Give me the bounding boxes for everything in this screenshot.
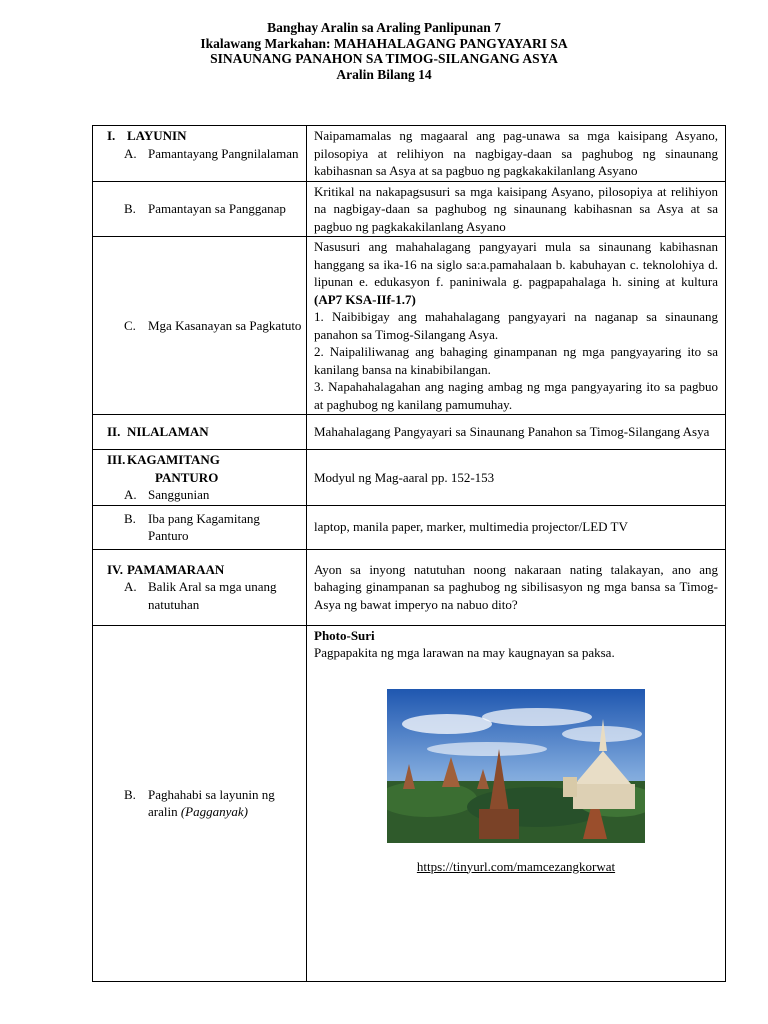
- sub-item-a: A. Sanggunian: [124, 487, 210, 502]
- image-source-link[interactable]: https://tinyurl.com/mamcezangkorwat: [416, 858, 616, 874]
- sub-item-label-italic: (Pagganyak): [180, 804, 248, 819]
- objective-item-1: 1. Naibibigay ang mahahalagang pangyayari na naganap sa sinaunang panahon sa Timog-Silangang Asya.: [314, 309, 718, 342]
- document-header: [0, 20, 768, 82]
- table-row: [93, 505, 726, 549]
- row-content: Kritikal na nakapagsusuri sa mga kaisipang Asyano, pilosopiya at relihiyon na nagbigay-daan sa paghubog ng sinaunang kabihasnan sa Asya at sa pagbuo ng pagkakakilanlang Asyano: [307, 181, 726, 237]
- row-content: [307, 625, 726, 981]
- row-label: [93, 237, 307, 415]
- row-content: [307, 237, 726, 415]
- competency-intro: Nasusuri ang mahahalagang pangyayari mula sa sinaunang kabihasnan hanggang sa ika-16 na siglo sa:a.pamahalaan b. kabuhayan c. teknolohiya d. lipunan e. edukasyon f. paniniwala g. pagpapahalaga h. sining at kultura: [314, 239, 718, 289]
- section-heading-layunin: I. LAYUNIN: [107, 128, 187, 143]
- table-row: [93, 549, 726, 625]
- header-line-3: SINAUNANG PANAHON SA TIMOG-SILANGANG ASYA: [210, 51, 558, 66]
- header-line-1: Banghay Aralin sa Araling Panlipunan 7: [267, 20, 501, 35]
- lesson-plan-table: [92, 125, 726, 982]
- row-label: [93, 126, 307, 182]
- row-label: [93, 505, 307, 549]
- sub-item-label: Pamantayang Pangnilalaman: [148, 145, 299, 161]
- sub-item-b: B. Paghahabi sa layunin ng aralin (Pagganyak): [124, 786, 302, 821]
- section-heading-nilalaman: II. NILALAMAN: [107, 424, 209, 440]
- sub-item-b: B. Pamantayan sa Pangganap: [124, 201, 286, 216]
- temple-photo-illustration: [387, 689, 645, 843]
- activity-description: Pagpapakita ng mga larawan na may kaugnayan sa paksa.: [314, 645, 615, 660]
- section-heading-kagamitang: III. KAGAMITANG: [107, 452, 220, 467]
- sub-item-c: C. Mga Kasanayan sa Pagkatuto: [124, 317, 302, 333]
- temple-photo: [387, 689, 645, 843]
- table-row: [93, 450, 726, 506]
- objective-item-3: 3. Napahahalagahan ang naging ambag ng mga pangyayaring ito sa pagbuo at paghubog ng kanilang pamumuhay.: [314, 379, 718, 412]
- sub-item-label: Iba pang Kagamitang Panturo: [148, 510, 260, 543]
- header-line-2: Ikalawang Markahan: MAHAHALAGANG PANGYAYARI SA: [200, 35, 568, 51]
- row-label: [93, 549, 307, 625]
- sub-item-a: A. Balik Aral sa mga unang natutuhan: [124, 578, 302, 613]
- section-heading-pamamaraan: IV. PAMAMARAAN: [107, 561, 225, 577]
- sub-item-label: Mga Kasanayan sa Pagkatuto: [148, 317, 302, 333]
- row-content: laptop, manila paper, marker, multimedia projector/LED TV: [307, 505, 726, 549]
- activity-title: Photo-Suri: [314, 627, 375, 643]
- row-label: [93, 625, 307, 981]
- section-heading-kagamitang-2: PANTURO: [155, 469, 219, 485]
- row-label: [93, 450, 307, 506]
- sub-item-label: Balik Aral sa mga unang natutuhan: [148, 579, 277, 612]
- sub-item-label: Paghahabi sa layunin ng aralin (Pagganyak): [148, 786, 275, 819]
- sub-item-label: Sanggunian: [148, 487, 210, 502]
- row-label: [93, 415, 307, 450]
- table-row: [93, 415, 726, 450]
- competency-code: (AP7 KSA-IIf-1.7): [314, 291, 416, 307]
- sub-item-b: B. Iba pang Kagamitang Panturo: [124, 510, 302, 545]
- table-row: [93, 126, 726, 182]
- table-row: [93, 625, 726, 981]
- row-content: Mahahalagang Pangyayari sa Sinaunang Panahon sa Timog-Silangang Asya: [307, 415, 726, 450]
- sub-item-a: A. Pamantayang Pangnilalaman: [124, 145, 299, 161]
- sub-item-label: Pamantayan sa Pangganap: [148, 201, 286, 216]
- header-line-4: Aralin Bilang 14: [336, 66, 432, 82]
- row-label: [93, 181, 307, 237]
- row-content: Naipamamalas ng magaaral ang pag-unawa sa mga kaisipang Asyano, pilosopiya at relihiyon na nagbigay-daan sa paghubog ng sinaunang kabihasnan sa Asya at sa pagbuo ng pagkakakilanlang Asyano: [307, 126, 726, 182]
- row-content: Ayon sa inyong natutuhan noong nakaraan nating talakayan, ano ang bahaging ginampanan sa paghubog ng sibilisasyon ng mga bansa sa Timog-Asya ng bawat imperyo na nabuo dito?: [307, 549, 726, 625]
- objective-item-2: 2. Naipaliliwanag ang bahaging ginampanan ng mga pangyayaring ito sa kanilang bansa na kinabibilangan.: [314, 344, 718, 377]
- table-row: [93, 181, 726, 237]
- row-content: Modyul ng Mag-aaral pp. 152-153: [307, 450, 726, 506]
- table-row: [93, 237, 726, 415]
